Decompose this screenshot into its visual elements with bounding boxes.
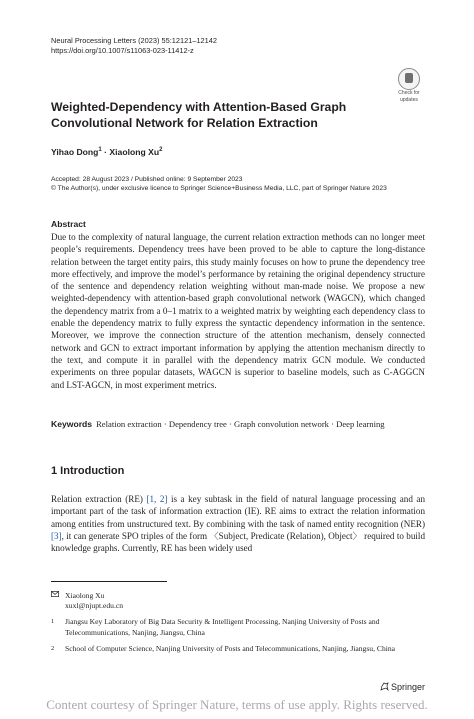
journal-citation <box>51 36 217 56</box>
envelope-icon <box>51 591 65 611</box>
affiliation-marker: 2 <box>159 147 163 154</box>
contact-name: Xiaolong Xu <box>65 591 105 600</box>
introduction-paragraph <box>51 493 425 554</box>
abstract-text: Due to the complexity of natural language, the current relation extraction methods can no longer meet people’s requirements. Dependency trees have been proved to be able to capture the long-distance relation between the target entity pairs, this study mainly focuses on how to prune the dependency tree more effectively, and improve the model’s performance by retaining the original dependency structure of the sentence and dependency relation weighting without man-made noise. We propose a new weighted-dependency with attention-based graph convolutional network (WAGCN), which changed the dependency matrix from a 0–1 matrix to a weighted matrix by weighting each dependency class to enable the dependency matrix to fully express the syntactic dependency information in the sentence. Moreover, we improve the connection structure of the attention mechanism, densely connected network and GCN to extract important information by applying the attention mechanism directly to the text, and compute it in parallel with the dependency matrix GCN module. We conducted experiments on three popular datasets, WAGCN is superior to baseline models, such as C-AGGCN and LST-AGCN, in most experiment metrics. <box>51 232 425 390</box>
footnotes <box>51 591 425 660</box>
keywords-label: Keywords <box>51 419 93 429</box>
journal-name-line: Neural Processing Letters (2023) 55:12121–12142 <box>51 36 217 45</box>
publisher-name: Springer <box>391 682 426 692</box>
badge-text-line1: Check for <box>398 90 420 96</box>
affiliation-2 <box>51 644 425 654</box>
courtesy-watermark: Content courtesy of Springer Nature, terms of use apply. Rights reserved. <box>46 697 428 712</box>
check-updates-icon <box>398 68 420 90</box>
copyright-notice: © The Author(s), under exclusive licence to Springer Science+Business Media, LLC, part of Springer Nature 2023 <box>51 185 387 193</box>
author-separator: · <box>104 147 108 157</box>
affiliation-text: School of Computer Science, Nanjing University of Posts and Telecommunications, Nanjing, Jiangsu, China <box>65 643 396 653</box>
affiliation-number: 2 <box>51 644 55 652</box>
abstract-heading: Abstract <box>51 219 86 229</box>
contact-email[interactable]: xuxl@njupt.edu.cn <box>65 601 124 611</box>
author-name[interactable]: Yihao Dong <box>51 147 99 157</box>
footnote-divider <box>51 581 167 582</box>
intro-text-segment: is a key subtask in the field of natural language processing and an important part of the task of information extraction (IE). RE aims to extract the relation information among entities from unstructured text. By combining with the task of named entity recognition (NER) <box>51 494 425 529</box>
badge-text-line2: updates <box>400 96 418 103</box>
keywords <box>51 418 425 430</box>
citation-link[interactable]: [3] <box>51 530 62 541</box>
affiliation-text: Jiangsu Key Laboratory of Big Data Security & Intelligent Processing, Nanjing University of Posts and Telecommunications, Nanjing, Jiangsu, China <box>65 617 380 637</box>
citation-link[interactable]: [1, 2] <box>146 494 168 504</box>
title-line-2: Convolutional Network for Relation Extraction <box>51 116 318 130</box>
affiliation-marker: 1 <box>98 147 102 154</box>
section-heading-introduction: 1 Introduction <box>51 465 125 477</box>
author-name[interactable]: Xiaolong Xu <box>109 147 160 157</box>
intro-text-segment: Relation extraction (RE) <box>51 494 147 504</box>
title-line-1: Weighted-Dependency with Attention-Based Graph <box>51 100 347 114</box>
paper-title <box>51 99 391 131</box>
intro-text-segment: , it can generate SPO triples of the form 〈Subject, Predicate (Relation), Object〉 required to build knowledge graphs. Currently, RE has been widely used <box>51 530 425 554</box>
check-for-updates-badge[interactable] <box>393 68 425 102</box>
publication-dates <box>51 175 451 194</box>
accepted-published-dates: Accepted: 28 August 2023 / Published online: 9 September 2023 <box>51 176 243 183</box>
springer-horse-icon <box>380 682 389 691</box>
doi-link[interactable]: https://doi.org/10.1007/s11063-023-11412-z <box>51 46 194 55</box>
publisher-logo <box>380 682 425 692</box>
author-list <box>51 147 162 157</box>
corresponding-author <box>51 591 425 611</box>
keywords-list: Relation extraction · Dependency tree · Graph convolution network · Deep learning <box>96 419 385 429</box>
affiliation-number: 1 <box>51 618 55 626</box>
affiliation-1 <box>51 617 425 637</box>
